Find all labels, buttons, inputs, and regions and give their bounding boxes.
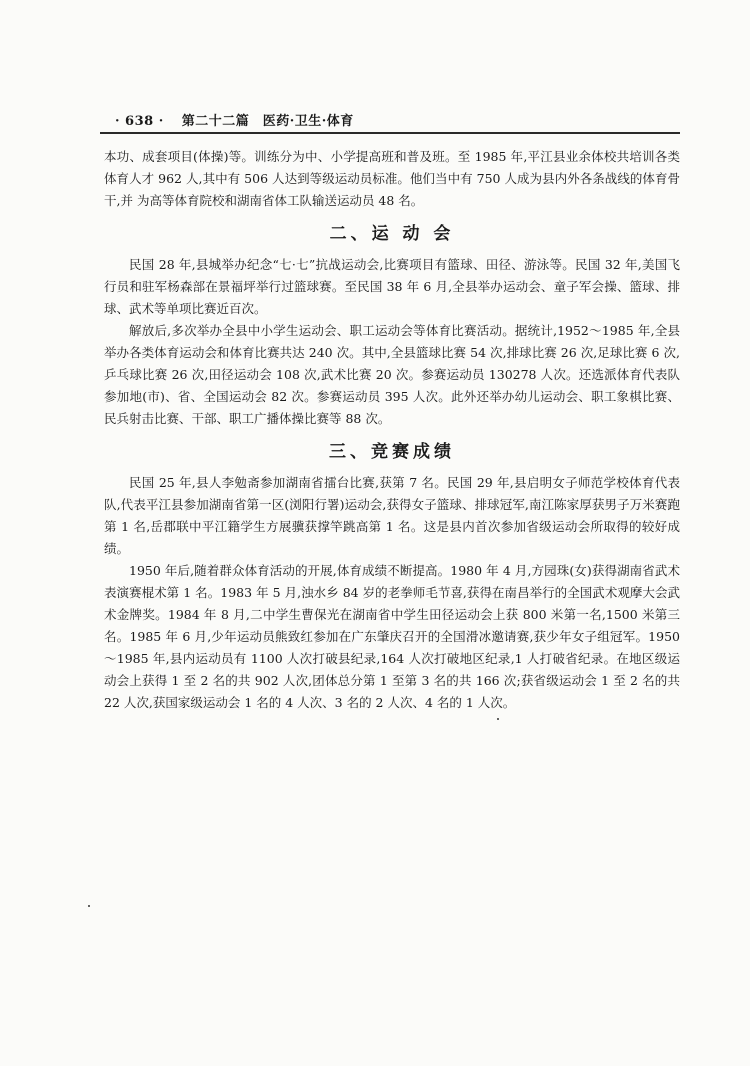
section-heading-competition-results: 三、竞赛成绩 xyxy=(329,442,455,462)
body-text xyxy=(104,146,680,714)
paragraph: 1950 年后,随着群众体育活动的开展,体育成绩不断提高。1980 年 4 月,方园珠(女)获得湖南省武术表演赛棍术第 1 名。1983 年 5 月,浊水乡 84 岁的老拳师毛节喜,获得在南昌举行的全国武术观摩大会武术金牌奖。1984 年 8 月,二中学生曹保光在湖南省中学生田径运动会上获 800 米第一名,1500 米第三名。1985 年 6 月,少年运动员熊致红参加在广东肇庆召开的全国滑冰邀请赛,获少年女子组冠军。1950～1985 年,县内运动员有 1100 人次打破县纪录,164 人次打破地区纪录,1 人打破省纪录。在地区级运动会上获得 1 至 2 名的共 902 人次,团体总分第 1 至第 3 名的共 166 次;获省级运动会 1 至 2 名的共 22 人次,获国家级运动会 1 名的 4 人次、3 名的 2 人次、4 名的 1 人次。 xyxy=(104,563,680,710)
paragraph-continued: 本功、成套项目(体操)等。训练分为中、小学提高班和普及班。至 1985 年,平江县业余体校共培训各类体育人才 962 人,其中有 506 人达到等级运动员标准。他们当中有 750 人成为县内外各条战线的体育骨干,并 为高等体育院校和湖南省体工队输送运动员 48 名。 xyxy=(104,149,680,208)
paragraph: 民国 28 年,县城举办纪念“七·七”抗战运动会,比赛项目有篮球、田径、游泳等。民国 32 年,美国飞行员和驻军杨森部在景福坪举行过篮球赛。至民国 38 年 6 月,全县举办运动会、童子军会操、篮球、排球、武术等单项比赛近百次。 xyxy=(104,257,680,316)
page-number: · 638 · xyxy=(115,114,164,129)
running-head xyxy=(115,110,655,129)
section-heading-sports-meets: 二、运 动 会 xyxy=(329,224,455,244)
header-rule xyxy=(100,132,680,134)
scan-speck xyxy=(88,905,90,907)
paragraph: 解放后,多次举办全县中小学生运动会、职工运动会等体育比赛活动。据统计,1952～1985 年,全县举办各类体育运动会和体育比赛共达 240 次。其中,全县篮球比赛 54 次,排球比赛 26 次,足球比赛 6 次,乒乓球比赛 26 次,田径运动会 108 次,武术比赛 20 次。参赛运动员 130278 人次。还选派体育代表队参加地(市)、省、全国运动会 82 次。参赛运动员 395 人次。此外还举办幼儿运动会、职工象棋比赛、民兵射击比赛、干部、职工广播体操比赛等 88 次。 xyxy=(104,323,680,426)
scan-speck xyxy=(497,718,499,720)
paragraph: 民国 25 年,县人李勉斋参加湖南省擂台比赛,获第 7 名。民国 29 年,县启明女子师范学校体育代表队,代表平江县参加湖南省第一区(浏阳行署)运动会,获得女子篮球、排球冠军,南江陈家厚获男子万米赛跑第 1 名,岳郡联中平江籍学生方展骥获撑竿跳高第 1 名。这是县内首次参加省级运动会所取得的较好成绩。 xyxy=(104,475,680,556)
chapter-title: 第二十二篇 医药·卫生·体育 xyxy=(181,114,354,129)
